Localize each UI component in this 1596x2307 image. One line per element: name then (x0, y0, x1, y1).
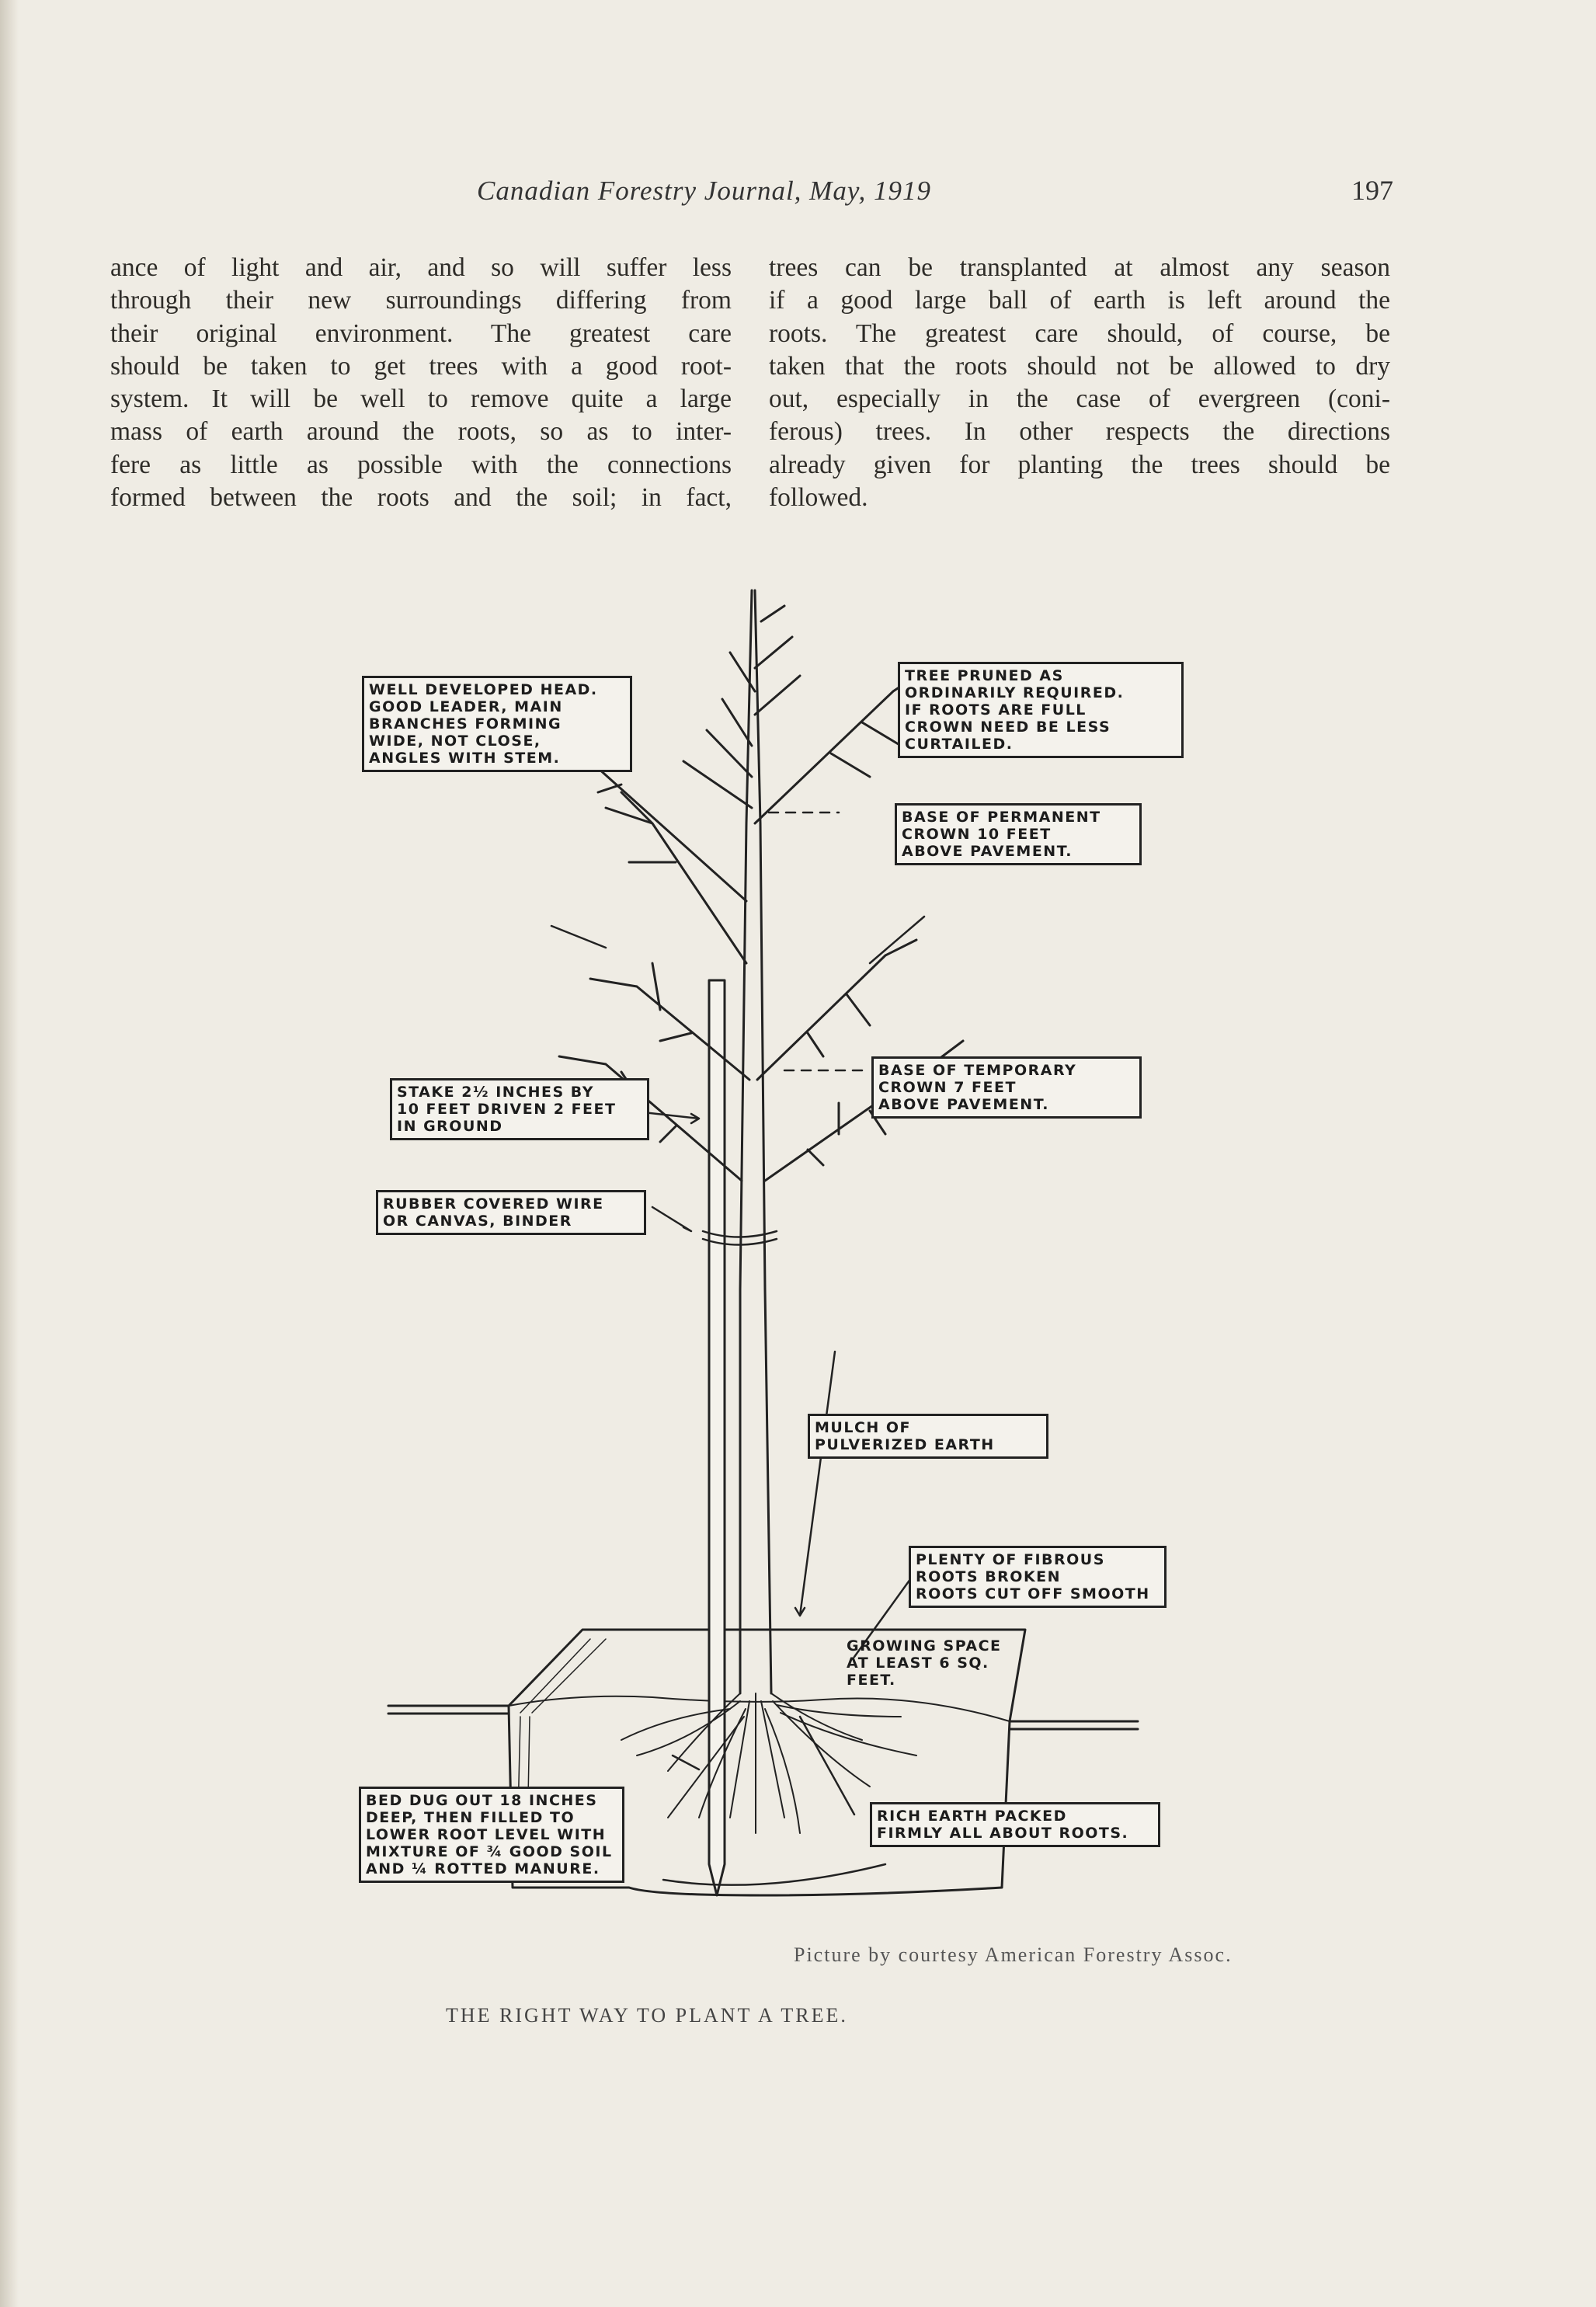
label-fibrous-roots: PLENTY OF FIBROUS ROOTS BROKEN ROOTS CUT OFF SMOOTH (909, 1546, 1167, 1608)
label-rich-earth: RICH EARTH PACKED FIRMLY ALL ABOUT ROOTS. (870, 1802, 1160, 1847)
running-title: Canadian Forestry Journal, May, 1919 (477, 176, 931, 206)
text-line: trees can be transplanted at almost any season (769, 253, 1390, 282)
label-binder: RUBBER COVERED WIRE OR CANVAS, BINDER (376, 1190, 646, 1235)
text-line: followed. (769, 483, 868, 513)
label-well-developed-head: WELL DEVELOPED HEAD. GOOD LEADER, MAIN BRANCHES FORMING WIDE, NOT CLOSE, ANGLES WITH STEM. (362, 676, 632, 772)
pavement-line-right (1010, 1721, 1138, 1729)
text-line: through their new surroundings differing from (110, 286, 732, 315)
text-line: if a good large ball of earth is left around the (769, 286, 1390, 315)
text-line: out, especially in the case of evergreen (coni- (769, 384, 1390, 414)
text-line: fere as little as possible with the connections (110, 450, 732, 479)
picture-credit: Picture by courtesy American Forestry Assoc. (794, 1943, 1233, 1966)
label-bed-dug-out: BED DUG OUT 18 INCHES DEEP, THEN FILLED TO LOWER ROOT LEVEL WITH MIXTURE OF ¾ GOOD SOIL AND ¼ ROTTED MANURE. (359, 1787, 624, 1883)
label-mulch: MULCH OF PULVERIZED EARTH (808, 1414, 1048, 1459)
page-number: 197 (1351, 175, 1393, 206)
label-growing-space: GROWING SPACE AT LEAST 6 SQ. FEET. (847, 1637, 1002, 1689)
tree-trunk (740, 590, 771, 1693)
text-line: their original environment. The greatest care (110, 318, 732, 348)
figure-caption: THE RIGHT WAY TO PLANT A TREE. (446, 2004, 848, 2027)
text-line: should be taken to get trees with a good root- (110, 351, 732, 381)
text-line: already given for planting the trees should be (769, 450, 1390, 479)
bed-soil-surface (509, 1696, 1010, 1721)
pavement-line-left (388, 1706, 509, 1714)
text-line: system. It will be well to remove quite a large (110, 384, 732, 414)
text-line: ance of light and air, and so will suffer less (110, 253, 732, 282)
text-line: mass of earth around the roots, so as to inter- (110, 417, 732, 447)
label-temporary-crown: BASE OF TEMPORARY CROWN 7 FEET ABOVE PAVEMENT. (871, 1056, 1142, 1119)
text-line: taken that the roots should not be allowed to dry (769, 351, 1390, 381)
tree-planting-diagram (326, 575, 1188, 1926)
tree-illustration (326, 575, 1188, 1926)
text-line: formed between the roots and the soil; in fact, (110, 483, 732, 513)
right-text-column (769, 252, 1390, 514)
text-line: ferous) trees. In other respects the directions (769, 417, 1390, 447)
label-permanent-crown: BASE OF PERMANENT CROWN 10 FEET ABOVE PAVEMENT. (895, 803, 1142, 865)
page-spine-shadow (0, 0, 19, 2307)
label-tree-pruned: TREE PRUNED AS ORDINARILY REQUIRED. IF ROOTS ARE FULL CROWN NEED BE LESS CURTAILED. (898, 662, 1184, 758)
text-line: roots. The greatest care should, of course, be (769, 318, 1390, 348)
label-stake: STAKE 2½ INCHES BY 10 FEET DRIVEN 2 FEET IN GROUND (390, 1078, 649, 1140)
left-text-column (110, 252, 732, 514)
